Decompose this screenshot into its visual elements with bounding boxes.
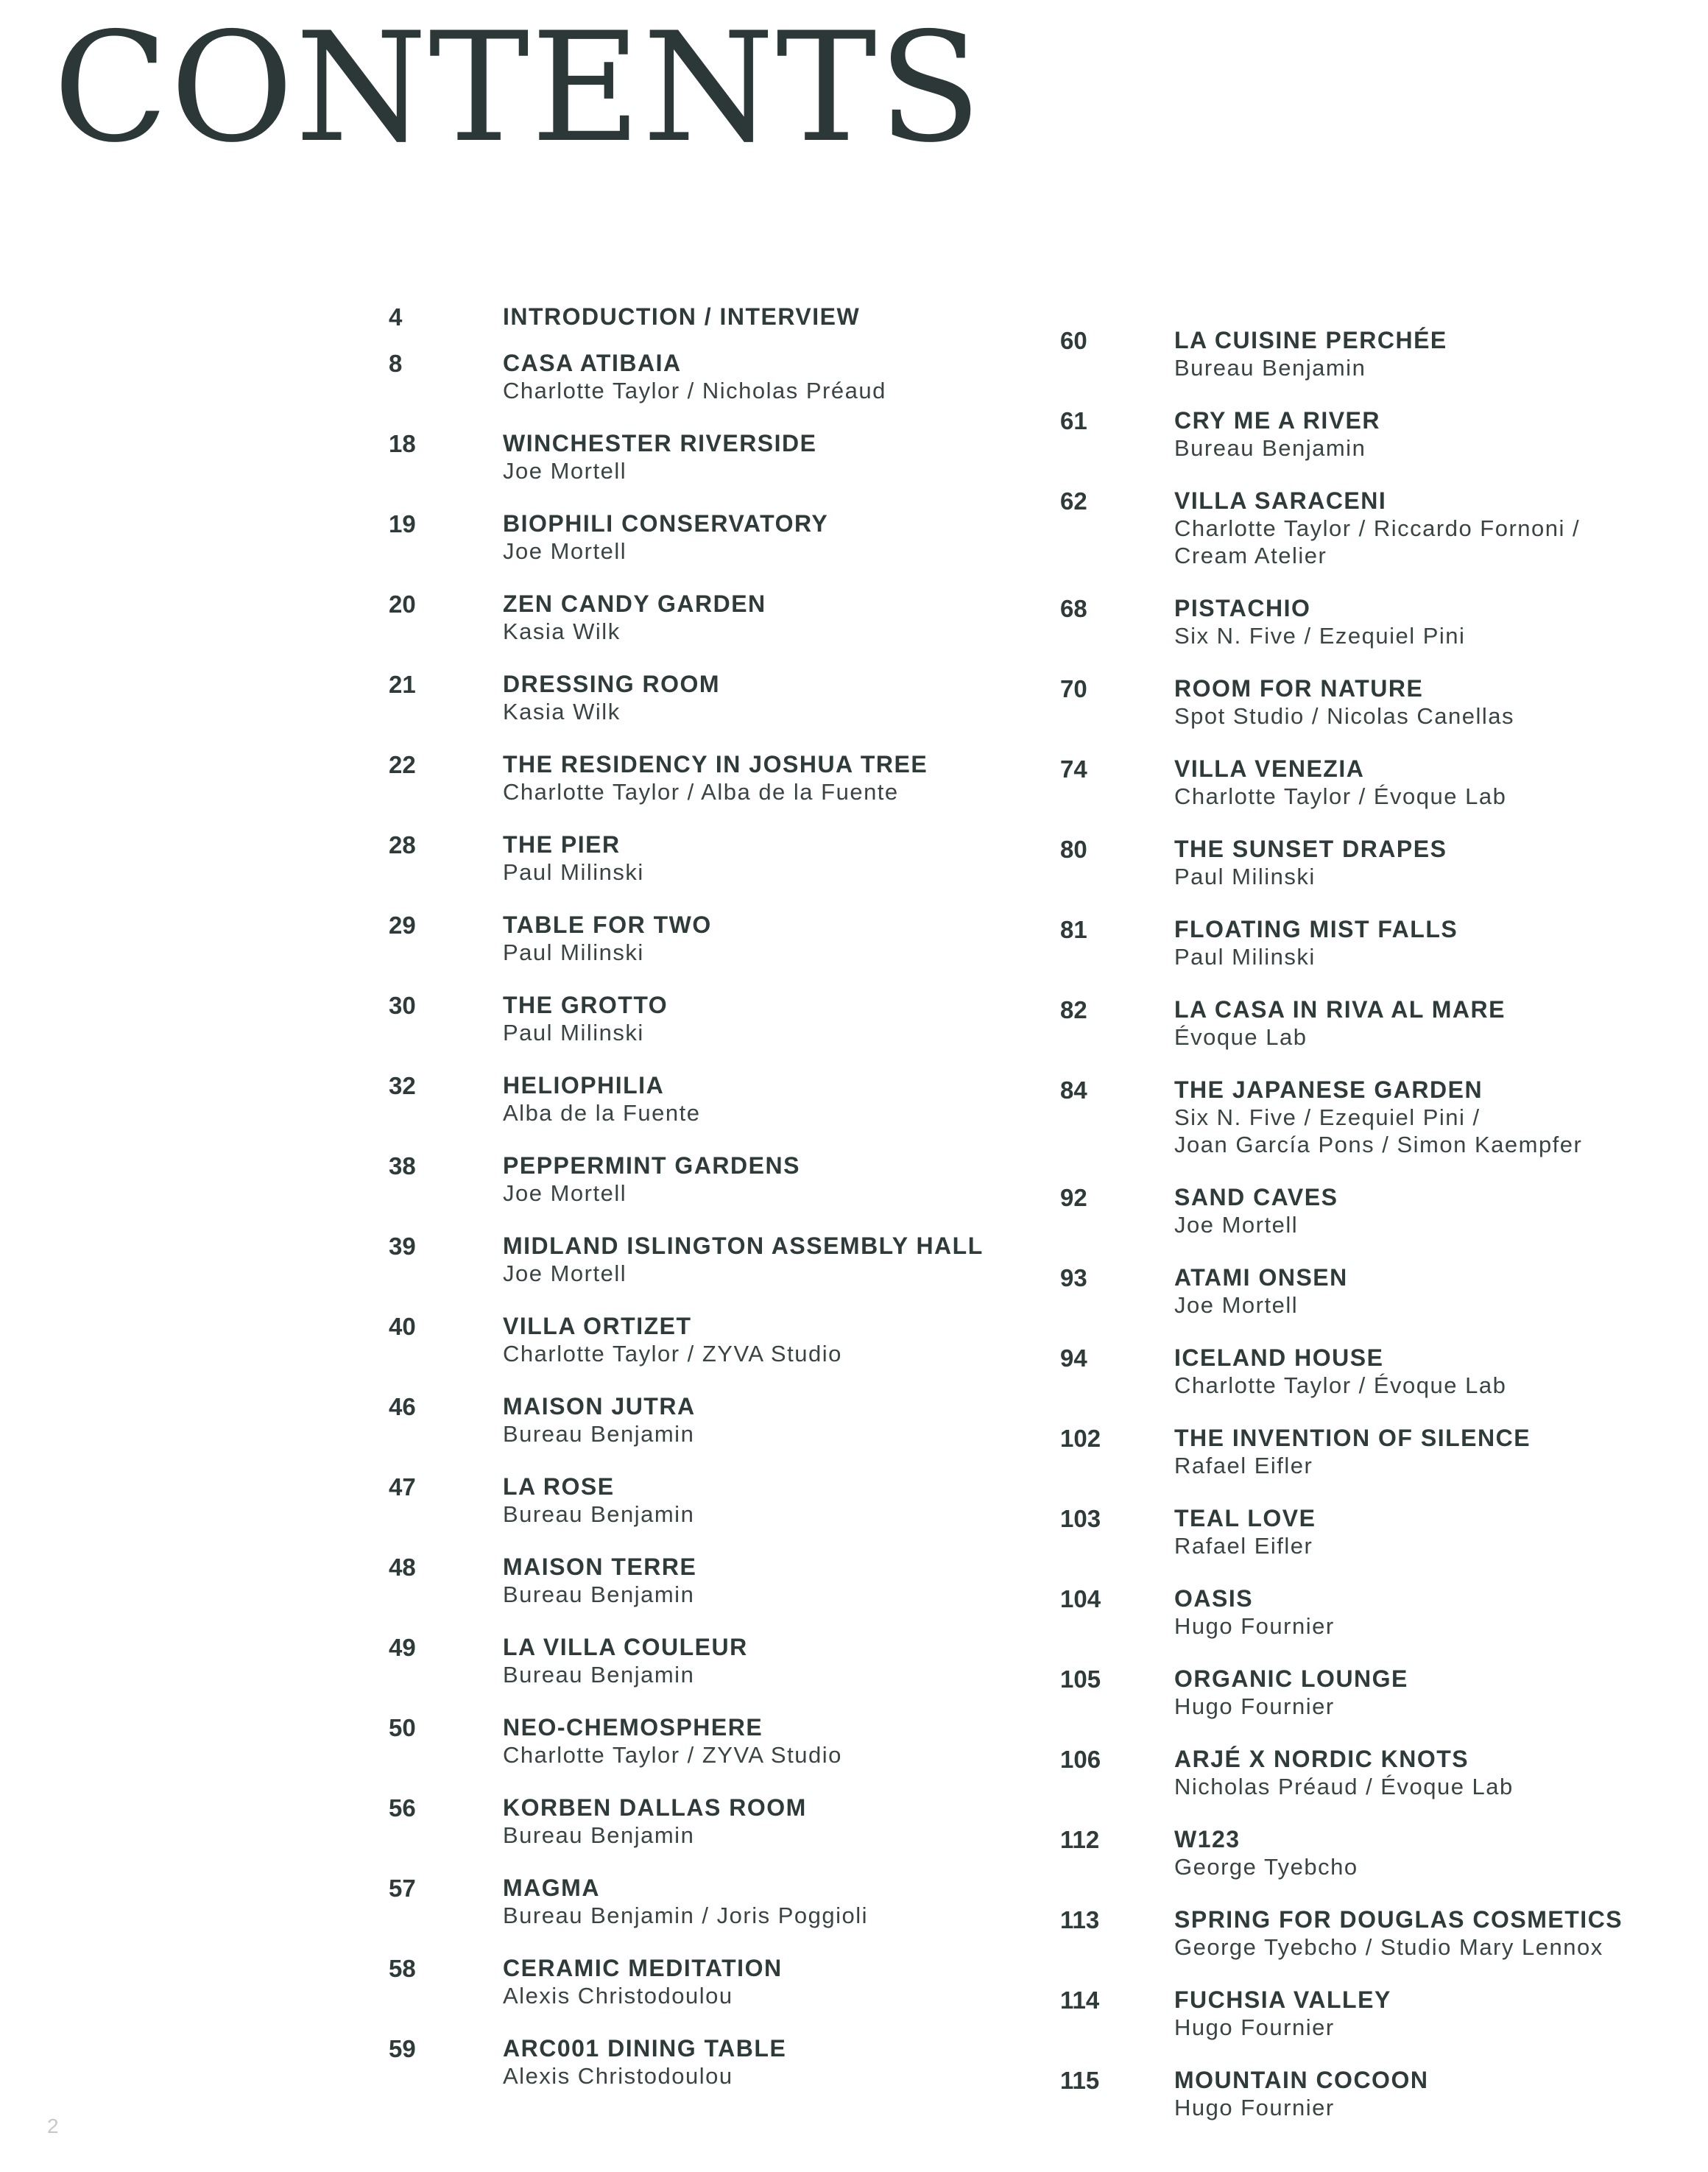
entry-title: MIDLAND ISLINGTON ASSEMBLY HALL — [503, 1233, 984, 1259]
entry-title: LA VILLA COULEUR — [503, 1634, 748, 1660]
entry-credits: Six N. Five / Ezequiel Pini — [1174, 623, 1466, 649]
entry-credits: Joe Mortell — [1174, 1292, 1299, 1318]
entry-page-number: 82 — [1060, 996, 1087, 1023]
entry-text — [503, 590, 1051, 645]
contents-entry — [389, 1714, 1051, 1769]
entry-credits: Six N. Five / Ezequiel Pini / Joan García Pons / Simon Kaempfer — [1174, 1104, 1583, 1157]
entry-credits: Alexis Christodoulou — [503, 2063, 733, 2089]
entry-page-number: 58 — [389, 1955, 416, 1982]
entry-page-number: 40 — [389, 1313, 416, 1340]
entry-page-number: 94 — [1060, 1344, 1087, 1372]
entry-text — [1174, 1344, 1708, 1399]
entry-text — [503, 1794, 1051, 1849]
contents-entry — [389, 1313, 1051, 1367]
entry-text — [1174, 1986, 1708, 2041]
entry-page-number: 59 — [389, 2035, 416, 2062]
entry-page-number: 60 — [1060, 327, 1087, 354]
contents-entry — [389, 671, 1051, 725]
contents-entry — [1060, 1906, 1708, 1961]
entry-credits: Spot Studio / Nicolas Canellas — [1174, 703, 1515, 729]
entry-page-number: 80 — [1060, 836, 1087, 863]
contents-column-right — [1060, 327, 1708, 2147]
entry-text — [1174, 675, 1708, 730]
contents-entry — [389, 1955, 1051, 2009]
entry-title: DRESSING ROOM — [503, 671, 721, 697]
entry-title: LA CASA IN RIVA AL MARE — [1174, 996, 1506, 1023]
entry-credits: Bureau Benjamin — [503, 1822, 695, 1848]
entry-text — [503, 1955, 1051, 2009]
contents-entry — [1060, 1344, 1708, 1399]
entry-text — [1174, 327, 1708, 381]
contents-entry — [1060, 1826, 1708, 1880]
entry-text — [503, 1554, 1051, 1608]
entry-text — [503, 912, 1051, 966]
entry-title: FLOATING MIST FALLS — [1174, 916, 1458, 942]
entry-text — [503, 992, 1051, 1046]
entry-title: PEPPERMINT GARDENS — [503, 1152, 800, 1179]
contents-entry — [1060, 755, 1708, 810]
entry-title: THE JAPANESE GARDEN — [1174, 1076, 1483, 1103]
entry-page-number: 113 — [1060, 1906, 1100, 1933]
contents-entry — [389, 831, 1051, 886]
entry-title: PISTACHIO — [1174, 595, 1311, 621]
entry-text — [1174, 1505, 1708, 1559]
entry-credits: Paul Milinski — [1174, 944, 1316, 970]
page-title: CONTENTS — [53, 1, 984, 176]
entry-title: THE SUNSET DRAPES — [1174, 836, 1447, 862]
entry-page-number: 61 — [1060, 407, 1087, 434]
entry-page-number: 70 — [1060, 675, 1087, 702]
entry-text — [503, 1473, 1051, 1528]
contents-entry — [1060, 2067, 1708, 2121]
entry-page-number: 18 — [389, 430, 416, 457]
entry-credits: Bureau Benjamin — [503, 1421, 695, 1447]
entry-page-number: 74 — [1060, 755, 1087, 783]
entry-text — [1174, 1425, 1708, 1479]
entry-text — [1174, 407, 1708, 462]
entry-text — [503, 2035, 1051, 2090]
entry-page-number: 103 — [1060, 1505, 1101, 1532]
entry-page-number: 28 — [389, 831, 416, 858]
entry-credits: Charlotte Taylor / Évoque Lab — [1174, 783, 1507, 809]
entry-credits: Joe Mortell — [503, 1260, 627, 1286]
entry-credits: Bureau Benjamin / Joris Poggioli — [503, 1903, 869, 1928]
entry-page-number: 56 — [389, 1794, 416, 1822]
entry-credits: Évoque Lab — [1174, 1024, 1308, 1050]
entry-text — [503, 430, 1051, 484]
entry-credits: Bureau Benjamin — [503, 1662, 695, 1688]
entry-credits: Charlotte Taylor / ZYVA Studio — [503, 1742, 842, 1768]
contents-entry — [389, 1233, 1051, 1287]
entry-text — [1174, 1906, 1708, 1961]
entry-title: THE PIER — [503, 831, 621, 858]
entry-text — [503, 1152, 1051, 1207]
entry-title: TEAL LOVE — [1174, 1505, 1316, 1531]
entry-page-number: 62 — [1060, 487, 1087, 515]
entry-page-number: 38 — [389, 1152, 416, 1180]
entry-credits: Joe Mortell — [503, 458, 627, 484]
entry-credits: Kasia Wilk — [503, 618, 621, 644]
contents-entry — [389, 1393, 1051, 1448]
contents-entry — [1060, 1665, 1708, 1720]
entry-text — [503, 831, 1051, 886]
entry-title: LA CUISINE PERCHÉE — [1174, 327, 1447, 353]
entry-page-number: 93 — [1060, 1264, 1087, 1291]
entry-title: TABLE FOR TWO — [503, 912, 712, 938]
contents-entry — [1060, 996, 1708, 1051]
contents-entry — [389, 1072, 1051, 1126]
entry-text — [503, 1875, 1051, 1929]
entry-title: CRY ME A RIVER — [1174, 407, 1380, 434]
contents-entry — [1060, 407, 1708, 462]
entry-text — [1174, 487, 1708, 569]
contents-entry — [389, 510, 1051, 565]
contents-entry — [389, 303, 1051, 331]
entry-title: ROOM FOR NATURE — [1174, 675, 1424, 702]
contents-entry — [389, 590, 1051, 645]
contents-entry — [389, 2035, 1051, 2090]
entry-page-number: 104 — [1060, 1585, 1101, 1612]
entry-text — [503, 1393, 1051, 1448]
entry-text — [1174, 1585, 1708, 1640]
entry-page-number: 50 — [389, 1714, 416, 1741]
entry-text — [1174, 1826, 1708, 1880]
entry-credits: Alexis Christodoulou — [503, 1983, 733, 2009]
entry-text — [1174, 2067, 1708, 2121]
entry-credits: Rafael Eifler — [1174, 1453, 1313, 1478]
entry-title: VILLA ORTIZET — [503, 1313, 692, 1339]
entry-title: MAISON JUTRA — [503, 1393, 696, 1420]
contents-entry — [1060, 595, 1708, 649]
contents-entry — [1060, 1425, 1708, 1479]
contents-entry — [389, 430, 1051, 484]
contents-entry — [389, 1794, 1051, 1849]
contents-entry — [389, 350, 1051, 404]
entry-title: THE INVENTION OF SILENCE — [1174, 1425, 1531, 1451]
contents-entry — [1060, 675, 1708, 730]
entry-page-number: 39 — [389, 1233, 416, 1260]
entry-text — [503, 671, 1051, 725]
entry-page-number: 106 — [1060, 1746, 1101, 1773]
entry-text — [503, 350, 1051, 404]
entry-credits: Bureau Benjamin — [503, 1501, 695, 1527]
entry-text — [503, 1714, 1051, 1769]
contents-entry — [1060, 1986, 1708, 2041]
contents-entry — [1060, 1585, 1708, 1640]
contents-entry — [389, 1554, 1051, 1608]
entry-title: THE GROTTO — [503, 992, 668, 1018]
entry-title: HELIOPHILIA — [503, 1072, 665, 1099]
contents-entry — [1060, 487, 1708, 569]
entry-text — [1174, 836, 1708, 890]
contents-entry — [1060, 1505, 1708, 1559]
entry-credits: Charlotte Taylor / Alba de la Fuente — [503, 779, 899, 805]
entry-page-number: 29 — [389, 912, 416, 939]
contents-entry — [1060, 1746, 1708, 1800]
entry-page-number: 84 — [1060, 1076, 1087, 1104]
entry-credits: Charlotte Taylor / Évoque Lab — [1174, 1372, 1507, 1398]
entry-page-number: 20 — [389, 590, 416, 618]
entry-page-number: 81 — [1060, 916, 1087, 943]
entry-page-number: 115 — [1060, 2067, 1100, 2094]
entry-credits: Bureau Benjamin — [1174, 355, 1366, 381]
entry-title: BIOPHILI CONSERVATORY — [503, 510, 829, 537]
entry-credits: Paul Milinski — [1174, 864, 1316, 889]
entry-page-number: 49 — [389, 1634, 416, 1661]
entry-page-number: 48 — [389, 1554, 416, 1581]
entry-credits: Charlotte Taylor / ZYVA Studio — [503, 1341, 842, 1367]
entry-credits: George Tyebcho — [1174, 1854, 1358, 1880]
entry-text — [1174, 996, 1708, 1051]
entry-title: NEO-CHEMOSPHERE — [503, 1714, 763, 1741]
entry-credits: Charlotte Taylor / Nicholas Préaud — [503, 378, 886, 403]
entry-credits: Kasia Wilk — [503, 699, 621, 724]
entry-title: FUCHSIA VALLEY — [1174, 1986, 1391, 2013]
entry-title: CASA ATIBAIA — [503, 350, 682, 376]
entry-title: W123 — [1174, 1826, 1241, 1852]
entry-credits: Joe Mortell — [503, 538, 627, 564]
contents-column-left — [389, 303, 1051, 2115]
entry-text — [1174, 595, 1708, 649]
entry-title: MAGMA — [503, 1875, 600, 1901]
entry-title: ARJÉ X NORDIC KNOTS — [1174, 1746, 1469, 1772]
entry-credits: Hugo Fournier — [1174, 1693, 1335, 1719]
contents-entry — [389, 751, 1051, 805]
entry-page-number: 46 — [389, 1393, 416, 1420]
entry-credits: Paul Milinski — [503, 1020, 644, 1046]
entry-page-number: 47 — [389, 1473, 416, 1501]
entry-title: THE RESIDENCY IN JOSHUA TREE — [503, 751, 928, 778]
entry-text — [503, 1072, 1051, 1126]
entry-title: MOUNTAIN COCOON — [1174, 2067, 1429, 2093]
contents-entry — [389, 912, 1051, 966]
entry-credits: Paul Milinski — [503, 939, 644, 965]
entry-page-number: 30 — [389, 992, 416, 1019]
entry-title: KORBEN DALLAS ROOM — [503, 1794, 807, 1821]
entry-page-number: 32 — [389, 1072, 416, 1099]
entry-page-number: 68 — [1060, 595, 1087, 622]
entry-credits: Rafael Eifler — [1174, 1533, 1313, 1559]
entry-title: SPRING FOR DOUGLAS COSMETICS — [1174, 1906, 1623, 1933]
entry-text — [503, 303, 1051, 331]
entry-credits: Paul Milinski — [503, 859, 644, 885]
entry-title: INTRODUCTION / INTERVIEW — [503, 303, 861, 330]
entry-page-number: 22 — [389, 751, 416, 778]
entry-title: WINCHESTER RIVERSIDE — [503, 430, 817, 456]
contents-entry — [1060, 1076, 1708, 1158]
entry-title: ATAMI ONSEN — [1174, 1264, 1348, 1291]
contents-entry — [389, 1875, 1051, 1929]
entry-credits: Nicholas Préaud / Évoque Lab — [1174, 1774, 1514, 1799]
entry-credits: Alba de la Fuente — [503, 1100, 701, 1126]
entry-title: ARC001 DINING TABLE — [503, 2035, 787, 2062]
entry-text — [1174, 916, 1708, 970]
contents-entry — [1060, 836, 1708, 890]
entry-title: LA ROSE — [503, 1473, 615, 1500]
contents-entry — [1060, 916, 1708, 970]
entry-title: VILLA VENEZIA — [1174, 755, 1365, 782]
page-number: 2 — [47, 2115, 59, 2137]
entry-text — [503, 1233, 1051, 1287]
entry-text — [503, 510, 1051, 565]
entry-title: OASIS — [1174, 1585, 1254, 1612]
entry-title: ZEN CANDY GARDEN — [503, 590, 766, 617]
contents-entry — [1060, 1184, 1708, 1238]
entry-title: VILLA SARACENI — [1174, 487, 1387, 514]
entry-text — [503, 1313, 1051, 1367]
entry-credits: Hugo Fournier — [1174, 2014, 1335, 2040]
entry-title: ORGANIC LOUNGE — [1174, 1665, 1408, 1692]
entry-page-number: 92 — [1060, 1184, 1087, 1211]
entry-title: MAISON TERRE — [503, 1554, 697, 1580]
entry-credits: Bureau Benjamin — [503, 1582, 695, 1607]
entry-credits: Hugo Fournier — [1174, 2095, 1335, 2120]
entry-text — [1174, 1264, 1708, 1319]
entry-title: CERAMIC MEDITATION — [503, 1955, 783, 1981]
entry-title: ICELAND HOUSE — [1174, 1344, 1384, 1371]
entry-page-number: 19 — [389, 510, 416, 537]
contents-entry — [389, 1152, 1051, 1207]
entry-page-number: 112 — [1060, 1826, 1100, 1853]
contents-entry — [389, 992, 1051, 1046]
entry-page-number: 4 — [389, 303, 403, 331]
contents-entry — [1060, 327, 1708, 381]
entry-credits: Bureau Benjamin — [1174, 435, 1366, 461]
entry-page-number: 8 — [389, 350, 403, 377]
entry-text — [1174, 1746, 1708, 1800]
contents-entry — [389, 1473, 1051, 1528]
entry-text — [503, 751, 1051, 805]
entry-page-number: 105 — [1060, 1665, 1101, 1693]
entry-credits: Hugo Fournier — [1174, 1613, 1335, 1639]
entry-text — [1174, 1076, 1708, 1158]
entry-credits: George Tyebcho / Studio Mary Lennox — [1174, 1934, 1603, 1960]
entry-page-number: 114 — [1060, 1986, 1100, 2014]
contents-entry — [389, 1634, 1051, 1688]
entry-page-number: 102 — [1060, 1425, 1101, 1452]
entry-text — [503, 1634, 1051, 1688]
entry-credits: Joe Mortell — [1174, 1212, 1299, 1238]
entry-credits: Joe Mortell — [503, 1180, 627, 1206]
entry-page-number: 57 — [389, 1875, 416, 1902]
entry-credits: Charlotte Taylor / Riccardo Fornoni / Cream Atelier — [1174, 515, 1581, 568]
entry-page-number: 21 — [389, 671, 416, 698]
entry-text — [1174, 1665, 1708, 1720]
entry-title: SAND CAVES — [1174, 1184, 1338, 1210]
entry-text — [1174, 1184, 1708, 1238]
entry-text — [1174, 755, 1708, 810]
contents-entry — [1060, 1264, 1708, 1319]
